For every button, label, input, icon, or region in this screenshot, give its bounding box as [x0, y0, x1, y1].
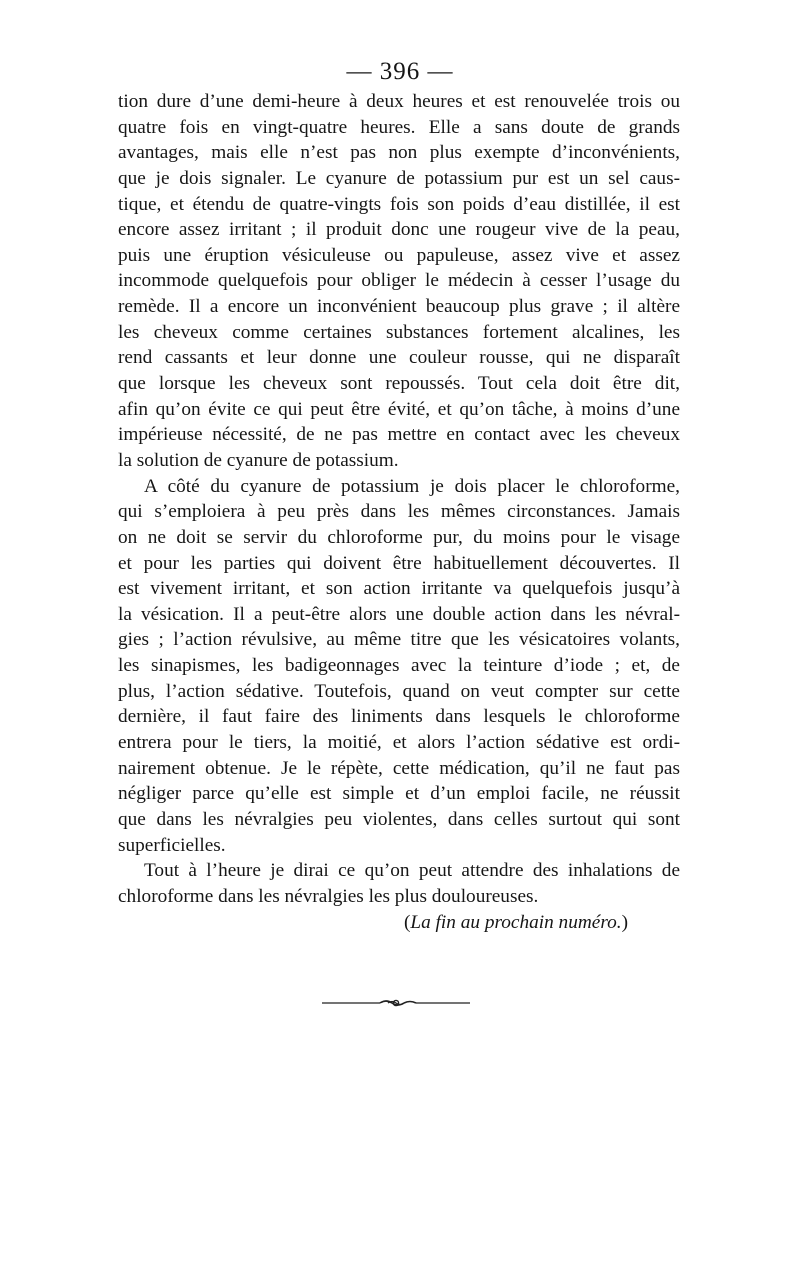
text-line: on ne doit se servir du chloroforme pur, du moins pour le visage	[118, 526, 680, 548]
closing-open-paren: (	[403, 911, 411, 933]
text-line: plus, l’action sédative. Toutefois, quand on veut compter sur cette	[118, 680, 680, 702]
text-line: avantages, mais elle n’est pas non plus exempte d’inconvénients,	[118, 142, 680, 164]
text-line: tique, et étendu de quatre-vingts fois son poids d’eau distillée, il est	[118, 193, 680, 215]
text-line: entrera pour le tiers, la moitié, et alors l’action sédative est ordi-	[118, 732, 680, 754]
text-line: incommode quelquefois pour obliger le médecin à cesser l’usage du	[118, 270, 680, 292]
text-line: la solution de cyanure de potassium.	[118, 449, 399, 471]
text-line: superficielles.	[118, 834, 226, 856]
closing-close-paren: )	[621, 911, 628, 933]
text-line: que je dois signaler. Le cyanure de potassium pur est un sel caus-	[118, 167, 680, 189]
text-line: la vésication. Il a peut-être alors une double action dans les névral-	[118, 603, 680, 625]
text-line: nairement obtenue. Je le répète, cette médication, qu’il ne faut pas	[118, 757, 680, 779]
ornament-divider	[322, 997, 470, 1009]
paragraph-start-line: A côté du cyanure de potassium je dois placer le chloroforme,	[144, 475, 680, 497]
text-line: est vivement irritant, et son action irritante va quelquefois jusqu’à	[118, 578, 680, 600]
text-line: chloroforme dans les névralgies les plus douloureuses.	[118, 885, 539, 907]
text-line: afin qu’on évite ce qui peut être évité, et qu’on tâche, à moins d’une	[118, 398, 680, 420]
body-text	[118, 89, 680, 935]
text-line: que lorsque les cheveux sont repoussés. Tout cela doit être dit,	[118, 373, 680, 395]
text-line: que dans les névralgies peu violentes, dans celles surtout qui sont	[118, 808, 680, 830]
closing-note	[118, 910, 680, 936]
text-line: qui s’emploiera à peu près dans les mêmes circonstances. Jamais	[118, 501, 680, 523]
text-line: et pour les parties qui doivent être habituellement découvertes. Il	[118, 552, 680, 574]
closing-text: La fin au prochain numéro.	[410, 911, 622, 933]
text-line: les sinapismes, les badigeonnages avec la teinture d’iode ; et, de	[118, 655, 680, 677]
text-line: tion dure d’une demi-heure à deux heures et est renouvelée trois ou	[118, 91, 680, 112]
text-line: dernière, il faut faire des liniments dans lesquels le chloroforme	[118, 706, 680, 728]
paragraph-start-line: Tout à l’heure je dirai ce qu’on peut attendre des inhalations de	[144, 860, 680, 882]
text-line: gies ; l’action révulsive, au même titre que les vésicatoires volants,	[118, 629, 680, 651]
text-line: les cheveux comme certaines substances fortement alcalines, les	[118, 321, 680, 343]
text-line: négliger parce qu’elle est simple et d’un emploi facile, ne réussit	[118, 783, 680, 805]
text-line: remède. Il a encore un inconvénient beaucoup plus grave ; il altère	[118, 296, 680, 318]
text-line: impérieuse nécessité, de ne pas mettre en contact avec les cheveux	[118, 424, 680, 446]
text-line: rend cassants et leur donne une couleur rousse, qui ne disparaît	[118, 347, 680, 369]
page-number: — 396 —	[346, 58, 454, 85]
text-line: encore assez irritant ; il produit donc une rougeur vive de la peau,	[118, 219, 680, 241]
text-line: puis une éruption vésiculeuse ou papuleuse, assez vive et assez	[118, 244, 680, 266]
text-line: quatre fois en vingt-quatre heures. Elle a sans doute de grands	[118, 116, 680, 138]
